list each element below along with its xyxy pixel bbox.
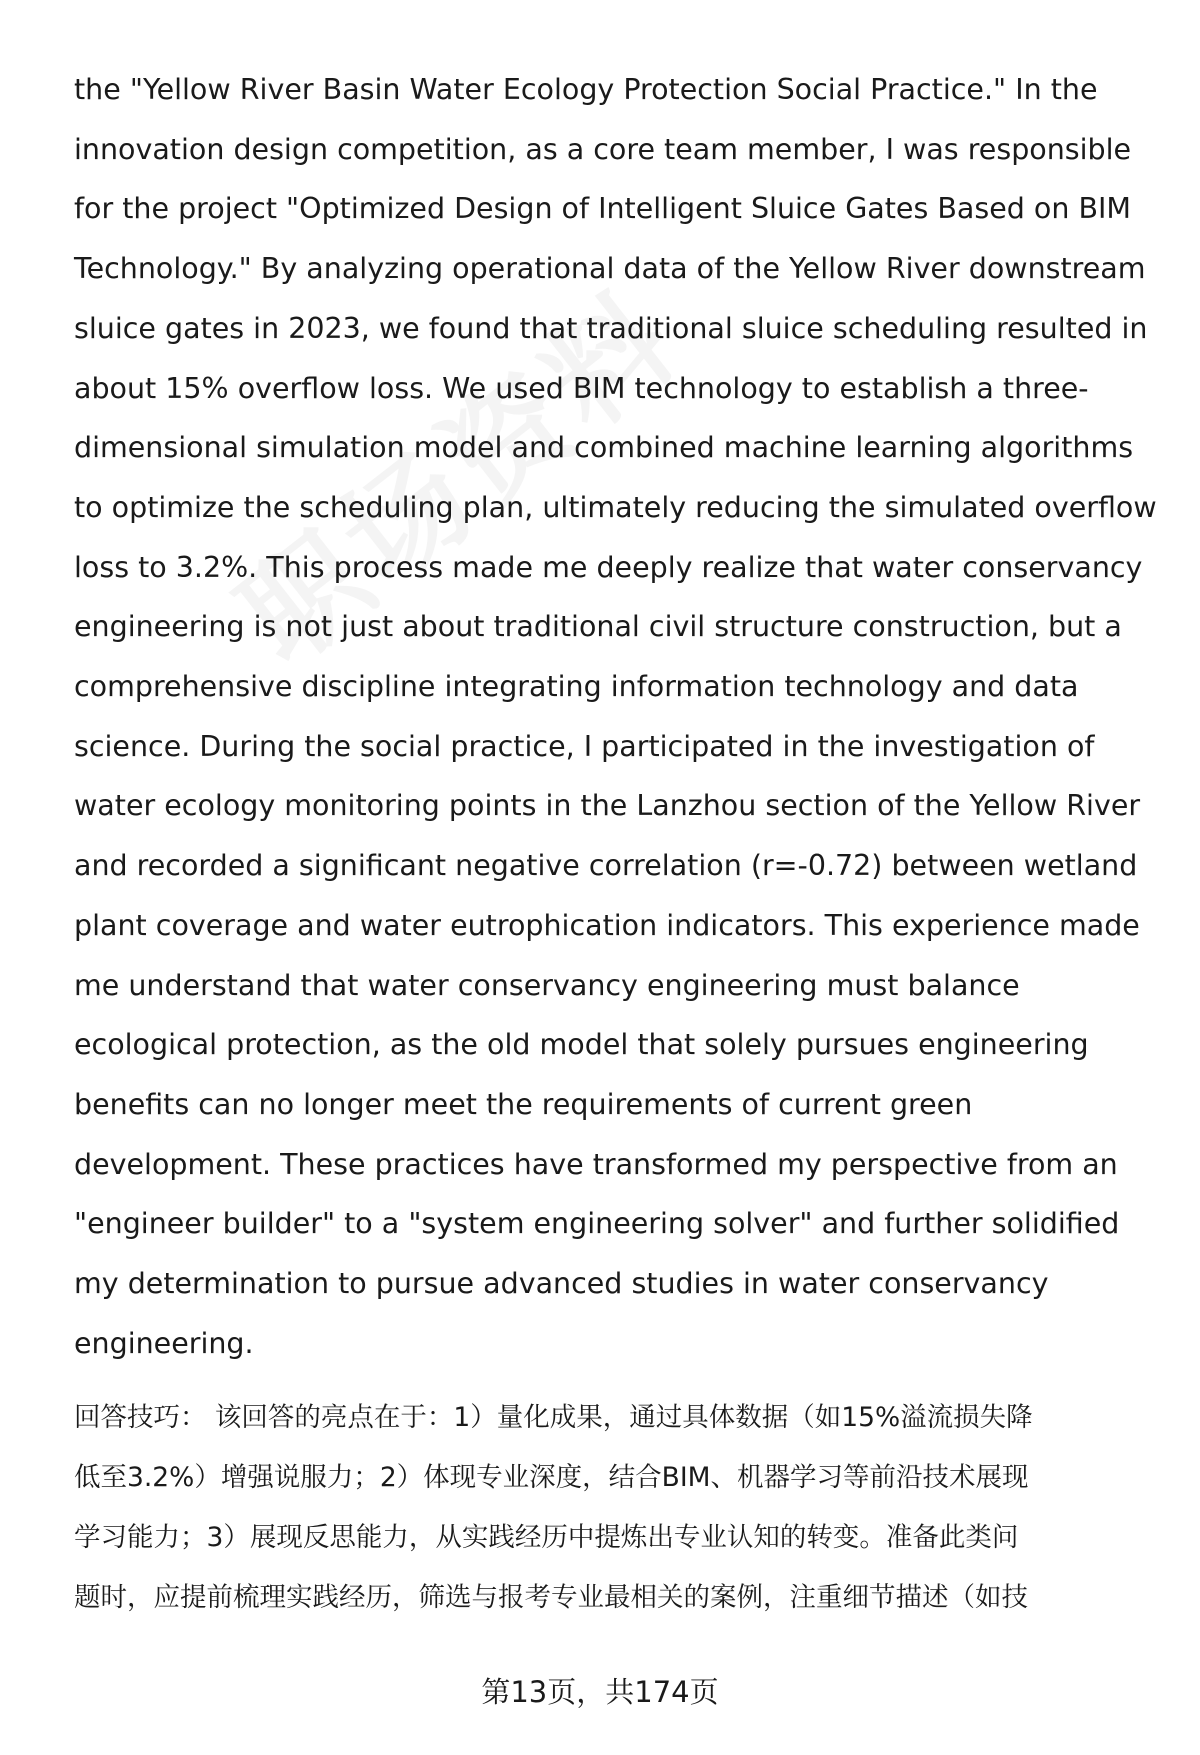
body-line: ecological protection, as the old model that solely pursues engineering <box>74 1028 1089 1062</box>
body-line: my determination to pursue advanced studies in water conservancy <box>74 1267 1049 1301</box>
body-line: science. During the social practice, I participated in the investigation of <box>74 729 1095 763</box>
body-line: dimensional simulation model and combined machine learning algorithms <box>74 431 1134 465</box>
tip-line: 题时，应提前梳理实践经历，筛选与报考专业最相关的案例，注重细节描述（如技 <box>74 1582 1028 1613</box>
page-number: 第13页，共174页 <box>481 1675 719 1709</box>
body-line: about 15% overflow loss. We used BIM technology to establish a three- <box>74 371 1089 405</box>
body-line: water ecology monitoring points in the Lanzhou section of the Yellow River <box>74 789 1141 823</box>
body-paragraph <box>74 60 1157 1373</box>
tip-line: 回答技巧： 该回答的亮点在于：1）量化成果，通过具体数据（如15%溢流损失降 <box>74 1402 1033 1433</box>
body-line: engineering is not just about traditional civil structure construction, but a <box>74 610 1122 644</box>
body-line: comprehensive discipline integrating information technology and data <box>74 670 1079 704</box>
body-line: the "Yellow River Basin Water Ecology Protection Social Practice." In the <box>74 73 1098 106</box>
body-line: plant coverage and water eutrophication indicators. This experience made <box>74 908 1140 942</box>
answer-tip-paragraph <box>74 1388 1154 1628</box>
body-line: benefits can no longer meet the requirements of current green <box>74 1087 973 1121</box>
body-line: and recorded a significant negative correlation (r=-0.72) between wetland <box>74 849 1138 883</box>
body-line: development. These practices have transformed my perspective from an <box>74 1147 1118 1181</box>
body-line: innovation design competition, as a core team member, I was responsible <box>74 132 1132 166</box>
body-line: sluice gates in 2023, we found that traditional sluice scheduling resulted in <box>74 311 1148 345</box>
tip-line: 低至3.2%）增强说服力；2）体现专业深度，结合BIM、机器学习等前沿技术展现 <box>74 1462 1029 1493</box>
body-line: for the project "Optimized Design of Intelligent Sluice Gates Based on BIM <box>74 192 1132 226</box>
body-line: loss to 3.2%. This process made me deeply realize that water conservancy <box>74 550 1143 584</box>
body-line: "engineer builder" to a "system engineering solver" and further solidified <box>74 1207 1120 1241</box>
body-line: engineering. <box>74 1326 254 1360</box>
body-line: me understand that water conservancy engineering must balance <box>74 968 1020 1002</box>
body-line: to optimize the scheduling plan, ultimately reducing the simulated overflow <box>74 490 1157 524</box>
body-line: Technology." By analyzing operational data of the Yellow River downstream <box>74 252 1146 286</box>
tip-line: 学习能力；3）展现反思能力，从实践经历中提炼出专业认知的转变。准备此类问 <box>74 1522 1019 1553</box>
